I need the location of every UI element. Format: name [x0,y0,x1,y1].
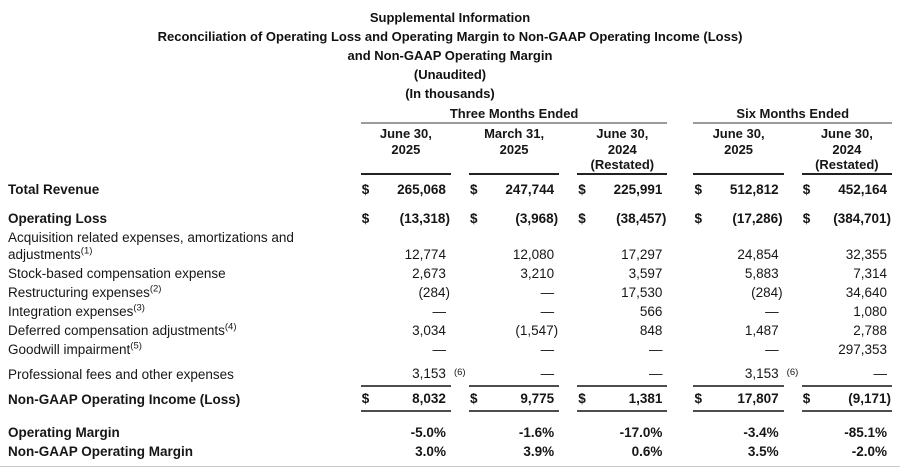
integration-expenses-value-2 [577,303,667,322]
stock-based-compensation-expense-value-2 [577,265,667,284]
acquisition-related-expenses-value-3 [693,229,783,265]
column-gap [451,229,469,265]
value-text: 566 [639,303,663,319]
dollar-sign: $ [802,210,811,226]
value-text: -5.0% [410,424,446,440]
table-body [8,174,892,462]
value-text: 3,153 [744,365,779,381]
goodwill-impairment-value-3 [693,341,783,360]
col-header-3m-jun-30-2025: June 30, 2025 [361,123,451,174]
reconciliation-table [8,106,892,462]
goodwill-impairment-label: Goodwill impairment$^{(5)}$ [8,340,142,357]
value-text: 225,991 [613,181,663,197]
non-gaap-operating-income-value-1 [469,386,559,411]
value-text: 12,774 [404,246,446,262]
column-group-six-months: Six Months Ended [693,106,892,123]
non-gaap-operating-income-value-2 [577,386,667,411]
restructuring-expenses-value-1 [469,284,559,303]
value-text: 3,153 [412,365,446,381]
dollar-sign: $ [469,210,478,226]
value-text: 247,744 [505,181,555,197]
column-gap [667,303,693,322]
column-gap [451,443,469,462]
footnote-6-marker: (6) [453,366,466,378]
column-gap [451,174,469,200]
value-text: — [540,284,555,300]
stock-based-compensation-expense-value-3 [693,265,783,284]
dollar-sign: $ [694,390,702,406]
restructuring-expenses-value-0 [361,284,451,303]
stock-based-compensation-expense-value-4 [802,265,892,284]
operating-loss-value-2 [577,210,667,229]
row-operating-loss [8,210,892,229]
column-gap [451,210,469,229]
value-text: 17,530 [621,284,663,300]
spacer-row [8,411,892,424]
deferred-compensation-adjustments-value-2 [577,322,667,341]
operating-loss-value-3 [693,210,783,229]
non-gaap-operating-margin-value-3 [693,443,783,462]
goodwill-impairment-value-1 [469,341,559,360]
integration-expenses-value-0 [361,303,451,322]
column-gap [451,284,469,303]
dollar-sign: $ [694,210,702,226]
column-gap [451,360,469,386]
title-line-5: (In thousands) [405,86,495,101]
column-gap [667,443,693,462]
value-text: 9,775 [520,390,555,406]
deferred-compensation-adjustments-value-1 [469,322,559,341]
acquisition-related-expenses-value-0 [361,229,451,265]
value-text: 848 [639,322,663,338]
value-text: 0.6% [631,443,663,459]
column-gap [667,386,693,411]
operating-loss-value-4 [802,210,892,229]
operating-margin-value-3 [693,424,783,443]
total-revenue-value-3 [693,174,783,200]
value-text: 3.9% [523,443,555,459]
operating-margin-value-0 [361,424,451,443]
col-header-3m-jun-30-2024-restated: June 30, 2024 (Restated) [577,123,667,174]
dollar-sign: $ [469,390,478,406]
col-header-6m-jun-30-2024-restated: June 30, 2024 (Restated) [802,123,892,174]
column-gap [784,284,802,303]
total-revenue-value-0 [361,174,451,200]
non-gaap-operating-income-value-0 [361,386,451,411]
value-text: (13,318) [399,210,450,226]
column-gap [559,424,577,443]
column-gap [667,210,693,229]
footnote-6-marker: (6) [786,366,799,378]
row-stock-based-compensation-expense [8,265,892,284]
non-gaap-operating-margin-value-4 [802,443,892,462]
dollar-sign: $ [361,181,370,197]
non-gaap-operating-income-value-3 [693,386,783,411]
column-gap [667,174,693,200]
value-text: -17.0% [619,424,663,440]
value-text: 34,640 [845,284,887,300]
column-gap [784,322,802,341]
row-total-revenue [8,174,892,200]
non-gaap-operating-income-label: Non-GAAP Operating Income (Loss) [8,391,241,407]
value-text: -1.6% [518,424,555,440]
column-gap [559,360,577,386]
value-text: 17,297 [621,246,663,262]
column-group-row [8,106,892,123]
restructuring-expenses-value-2 [577,284,667,303]
column-gap [559,443,577,462]
goodwill-impairment-value-2 [577,341,667,360]
value-text: -2.0% [851,443,887,459]
footnote-marker: (5) [130,340,142,351]
non-gaap-operating-margin-label: Non-GAAP Operating Margin [8,443,194,459]
goodwill-impairment-value-0 [361,341,451,360]
non-gaap-operating-margin-value-2 [577,443,667,462]
value-text: 7,314 [853,265,887,281]
column-gap [559,386,577,411]
operating-loss-value-0 [361,210,451,229]
value-text: 3,210 [520,265,555,281]
professional-fees-value-3 [693,360,783,386]
column-gap [784,443,802,462]
restructuring-expenses-label: Restructuring expenses$^{(2)}$ [8,283,162,300]
column-gap [784,303,802,322]
column-gap [667,229,693,265]
total-revenue-value-1 [469,174,559,200]
value-text: — [873,365,887,381]
value-text: 297,353 [838,341,887,357]
column-gap [784,174,802,200]
value-text: 1,381 [628,390,663,406]
stock-based-compensation-expense-value-1 [469,265,559,284]
deferred-compensation-adjustments-value-3 [693,322,783,341]
row-restructuring-expenses [8,284,892,303]
column-gap [451,322,469,341]
column-gap [784,229,802,265]
column-gap [667,360,693,386]
operating-margin-label: Operating Margin [8,424,120,440]
corner-cell [8,106,361,123]
footnote-marker: (4) [224,321,237,332]
title-line-1: Supplemental Information [369,10,531,25]
acquisition-related-expenses-value-2 [577,229,667,265]
value-text: (284) [751,284,783,300]
column-gap [667,322,693,341]
dollar-sign: $ [361,390,370,406]
row-operating-margin [8,424,892,443]
column-gap [784,341,802,360]
value-text: (9,171) [848,390,891,406]
dollar-sign: $ [361,210,370,226]
non-gaap-operating-margin-value-0 [361,443,451,462]
value-text: 8,032 [412,390,446,406]
spacer-row [8,200,892,210]
column-gap [667,424,693,443]
title-line-3: and Non-GAAP Operating Margin [347,48,553,63]
row-non-gaap-operating-income [8,386,892,411]
bottom-rule [0,466,900,467]
integration-expenses-value-1 [469,303,559,322]
value-text: — [540,365,555,381]
restructuring-expenses-value-3 [693,284,783,303]
dollar-sign: $ [578,181,586,197]
dollar-sign: $ [578,390,586,406]
row-acquisition-related-expenses [8,229,892,265]
dollar-sign: $ [802,181,811,197]
title-line-2: Reconciliation of Operating Loss and Operating Margin to Non-GAAP Operating Income (Loss) [157,29,743,44]
column-gap [784,386,802,411]
acquisition-related-expenses-label: Acquisition related expenses, amortizations and adjustments$^{(1)}$ [8,229,294,262]
integration-expenses-label: Integration expenses$^{(3)}$ [8,302,145,319]
column-gap [784,265,802,284]
operating-loss-label: Operating Loss [8,210,108,226]
value-text: 2,788 [853,322,887,338]
column-gap [784,360,802,386]
row-goodwill-impairment [8,341,892,360]
operating-margin-value-1 [469,424,559,443]
column-gap [559,303,577,322]
title-line-4: (Unaudited) [413,67,487,82]
column-gap [451,424,469,443]
total-revenue-value-4 [802,174,892,200]
value-text: 32,355 [845,246,887,262]
value-text: (1,547) [515,322,559,338]
column-gap [559,210,577,229]
value-text: -85.1% [844,424,887,440]
footnote-marker: (1) [80,245,93,256]
column-gap [559,265,577,284]
report-title [8,8,892,103]
col-header-6m-jun-30-2025: June 30, 2025 [693,123,783,174]
acquisition-related-expenses-value-1 [469,229,559,265]
column-gap [451,265,469,284]
stock-based-compensation-expense-value-0 [361,265,451,284]
stock-based-compensation-expense-label: Stock-based compensation expense [8,265,226,281]
professional-fees-value-0 [361,360,451,386]
column-group-three-months: Three Months Ended [361,106,668,123]
value-text: (17,286) [732,210,783,226]
value-text: — [540,303,555,319]
non-gaap-operating-income-value-4 [802,386,892,411]
professional-fees-value-2 [577,360,667,386]
column-gap [559,229,577,265]
value-text: — [648,365,663,381]
deferred-compensation-adjustments-value-0 [361,322,451,341]
non-gaap-operating-margin-value-1 [469,443,559,462]
integration-expenses-value-4 [802,303,892,322]
dollar-sign: $ [802,390,811,406]
column-gap [451,341,469,360]
professional-fees-label: Professional fees and other expenses [8,366,234,382]
row-deferred-compensation-adjustments [8,322,892,341]
column-header-row [8,123,892,174]
value-text: 24,854 [737,246,779,262]
dollar-sign: $ [694,181,702,197]
value-text: 5,883 [744,265,779,281]
operating-loss-value-1 [469,210,559,229]
value-text: — [432,341,446,357]
value-text: 1,487 [744,322,779,338]
value-text: 3,597 [628,265,663,281]
value-text: 452,164 [838,181,887,197]
deferred-compensation-adjustments-value-4 [802,322,892,341]
footnote-marker: (2) [149,283,162,294]
total-revenue-label: Total Revenue [8,181,100,197]
operating-margin-value-2 [577,424,667,443]
value-text: 17,807 [737,390,779,406]
value-text: — [648,341,663,357]
goodwill-impairment-value-4 [802,341,892,360]
value-text: 512,812 [729,181,779,197]
operating-margin-value-4 [802,424,892,443]
value-text: 3.0% [415,443,446,459]
column-gap [667,284,693,303]
value-text: — [765,341,779,357]
value-text: (284) [418,284,450,300]
value-text: — [765,303,779,319]
value-text: — [432,303,446,319]
value-text: (38,457) [616,210,667,226]
column-gap [784,424,802,443]
group-gap [667,106,693,123]
column-gap [559,284,577,303]
total-revenue-value-2 [577,174,667,200]
row-professional-fees [8,360,892,386]
deferred-compensation-adjustments-label: Deferred compensation adjustments$^{(4)}$ [8,321,237,338]
column-gap [784,210,802,229]
column-gap [667,265,693,284]
value-text: -3.4% [743,424,779,440]
dollar-sign: $ [469,181,478,197]
value-text: 12,080 [512,246,555,262]
value-text: (3,968) [515,210,559,226]
value-text: 1,080 [853,303,887,319]
column-gap [667,341,693,360]
acquisition-related-expenses-value-4 [802,229,892,265]
value-text: 3,034 [412,322,446,338]
row-non-gaap-operating-margin [8,443,892,462]
col-header-3m-mar-31-2025: March 31, 2025 [469,123,559,174]
professional-fees-value-4 [802,360,892,386]
value-text: 2,673 [412,265,446,281]
row-integration-expenses [8,303,892,322]
footnote-marker: (3) [133,302,145,313]
value-text: — [540,341,555,357]
column-gap [559,322,577,341]
restructuring-expenses-value-4 [802,284,892,303]
column-gap [559,174,577,200]
value-text: 265,068 [397,181,446,197]
value-text: 3.5% [747,443,779,459]
professional-fees-value-1 [469,360,559,386]
column-gap [559,341,577,360]
dollar-sign: $ [578,210,586,226]
value-text: (384,701) [833,210,891,226]
column-gap [451,303,469,322]
column-gap [451,386,469,411]
integration-expenses-value-3 [693,303,783,322]
